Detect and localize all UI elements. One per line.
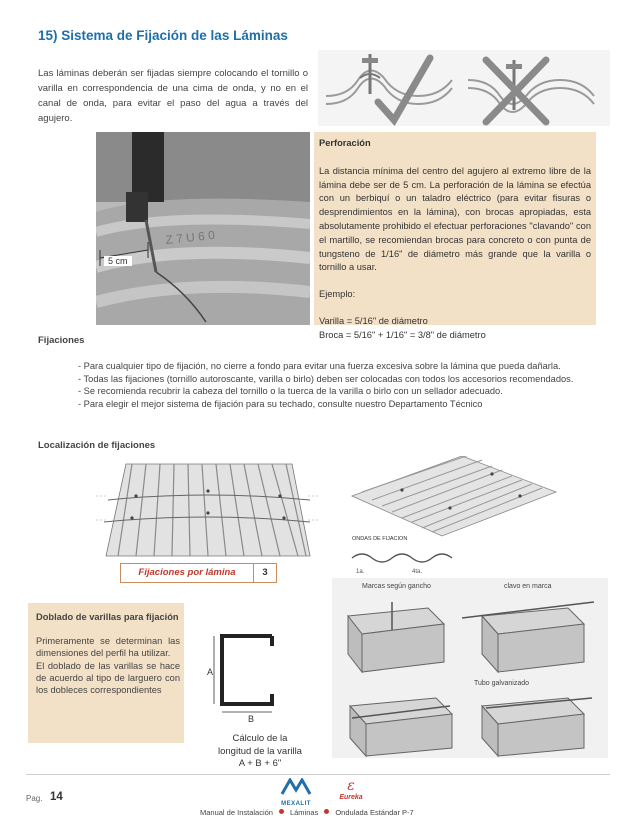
mexalit-logo: MEXALIT [270,778,322,804]
eureka-logo: ε Eureka [339,778,363,801]
brand-logos [270,778,380,807]
page-number: 14 [50,791,63,803]
fijaciones-heading: Fijaciones [38,335,85,346]
footer-part-1: Manual de Instalación [200,808,273,817]
calculo-caption [196,733,324,771]
drilling-photo [96,132,310,325]
wave-label-fourth: 4ta. [412,569,423,575]
fixing-waves-diagram [342,456,562,576]
fijaciones-list [78,360,598,411]
fixing-position-illustration [318,50,610,126]
dimension-b: B [248,714,255,724]
calculo-line-2: longitud de la varilla [218,745,302,757]
sketch-label-marcas: Marcas según gancho [362,583,431,590]
example-line-1: Varilla = 5/16" de diámetro [319,315,428,326]
perforacion-title: Perforación [319,138,371,148]
list-item: - Se recomienda recubrir la cabeza del tornillo o la tuerca de la varilla o birlo con un sellador adecuado. [78,386,503,397]
bullet-icon [279,809,284,814]
corrugated-sheet-diagram [96,460,318,565]
intro-paragraph: Las láminas deberán ser fijadas siempre colocando el tornillo o varilla en correspondencia de una cima de onda, y no en el canal de onda, para evitar el paso del agua a través del agujero. [38,68,308,124]
footer-part-3: Ondulada Estándar P-7 [335,808,414,817]
doblado-title: Doblado de varillas para fijación [36,612,179,622]
footer-breadcrumb [200,808,414,817]
localizacion-heading: Localización de fijaciones [38,440,156,451]
sketch-label-tubo: Tubo galvanizado [474,680,530,687]
ondas-label: ONDAS DE FIJACION [352,536,408,542]
footer-part-2: Láminas [289,808,319,817]
wave-label-first: 1a. [356,569,365,575]
svg-text:Z 7 U 6 0: Z 7 U 6 0 [164,227,216,247]
example-line-2: Broca = 5/16" + 1/16" = 3/8" de diámetro [319,329,486,340]
beam-hook-sketch [332,578,608,758]
list-item: - Para elegir el mejor sistema de fijación para su techado, consulte nuestro Departamento Técnico [78,399,483,410]
list-item: - Todas las fijaciones (tornillo autoroscante, varilla o birlo) deben ser colocadas con todos los accesorios recomendados. [78,373,574,384]
bullet-icon [324,809,329,814]
dimension-a: A [207,667,214,677]
footer-divider [26,774,610,775]
rod-profile-diagram [198,630,288,730]
page-label: Pag. [26,794,43,803]
perforacion-box [314,132,596,340]
fijaciones-por-lamina-value: 3 [262,567,268,578]
doblado-body-1: Primeramente se determinan las dimensiones del perfil ha utilizar. [36,636,180,659]
fijaciones-por-lamina-box [120,563,277,583]
distance-label: 5 cm [104,256,132,266]
example-label: Ejemplo: [319,289,356,300]
section-title: 15) Sistema de Fijación de las Láminas [38,28,288,43]
sketch-label-clavo: clavo en marca [504,583,552,590]
calculo-line-3: A + B + 6" [238,758,282,769]
doblado-box [28,603,184,743]
calculo-line-1: Cálculo de la [232,733,288,744]
fijaciones-por-lamina-label: Fijaciones por lámina [121,564,254,582]
doblado-body-2: El doblado de las varillas se hace de acuerdo al tipo de larguero con los dobleces correspondientes [36,660,180,696]
list-item: - Para cualquier tipo de fijación, no cierre a fondo para evitar una fuerza excesiva sobre la lámina que pueda dañarla. [78,361,561,371]
perforacion-body: La distancia mínima del centro del agujero al extremo libre de la lámina debe ser de 5 cm. La perforación de la lámina se efectúa con un berbiquí o un taladro eléctrico (para evitar fisuras o desprendimientos en la lámina), con brocas apropiadas, esta absolutamente prohibido el efectuar perforaciones "clavando" con el martillo, se recomiendan brocas para concreto o con punta de tungsteno de 1/16" de diámetro más grande que la varilla o tornillo a usar. [319,165,591,273]
